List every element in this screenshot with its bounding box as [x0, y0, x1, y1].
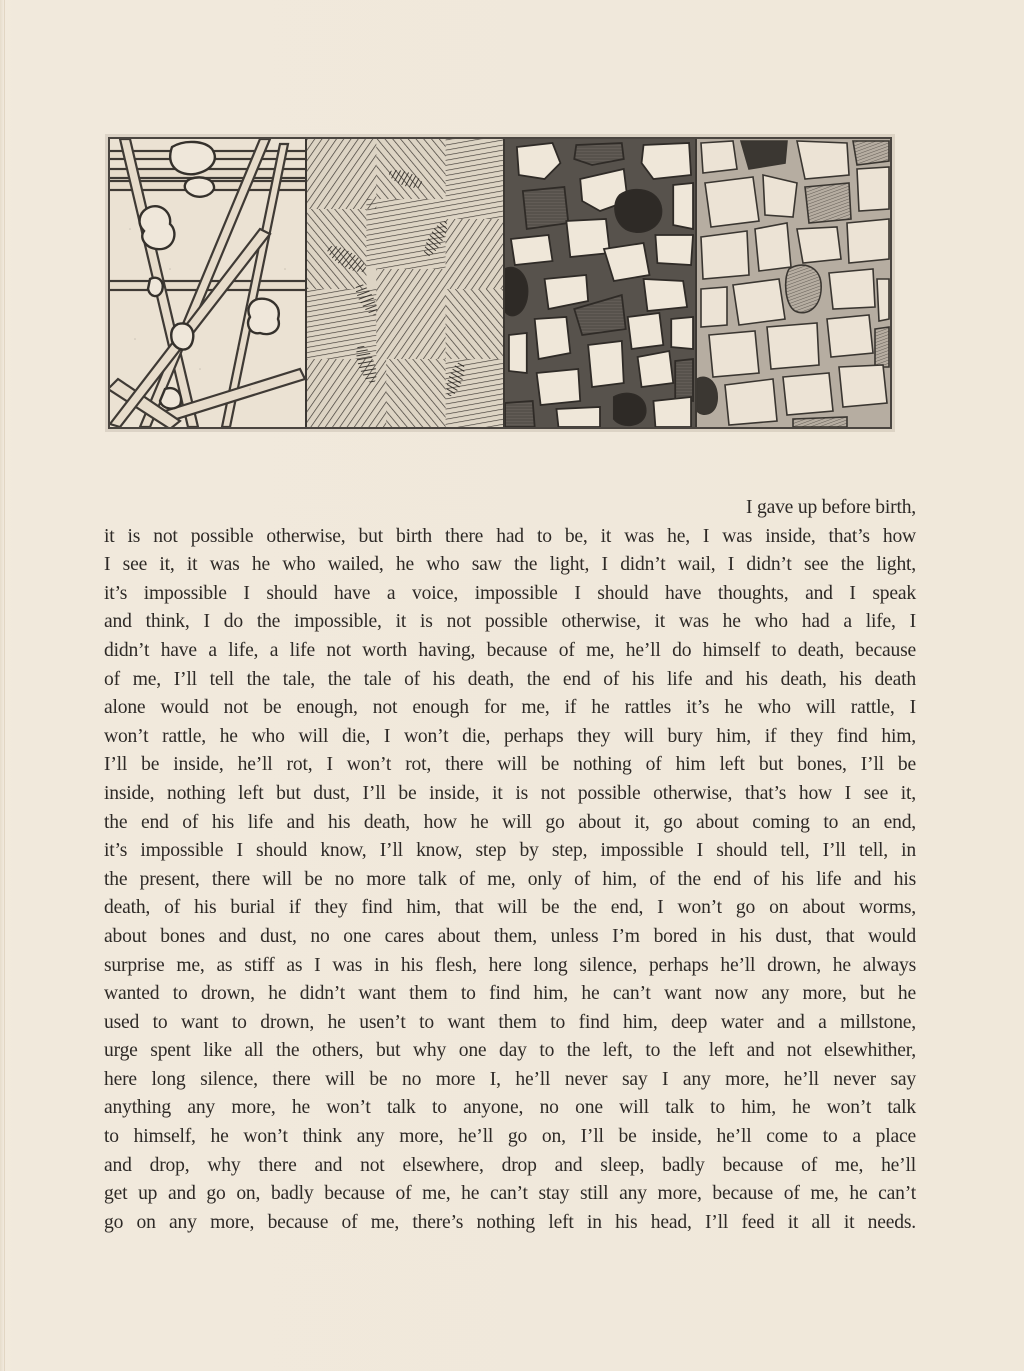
panel-sticks-and-rocks	[110, 139, 305, 427]
page-gutter	[4, 0, 5, 1371]
text-line: alone would not be enough, not enough for me, if he rattles it’s he who will rattle, I	[104, 697, 916, 719]
text-line: I’ll be inside, he’ll rot, I won’t rot, there will be nothing of him left but bones, I’ll be	[104, 754, 916, 776]
text-line: anything any more, he won’t talk to anyone, no one will talk to him, he won’t talk	[104, 1097, 916, 1119]
text-line: used to want to drown, he usen’t to want them to find him, deep water and a millstone,	[104, 1011, 916, 1033]
text-line: about bones and dust, no one cares about them, unless I’m bored in his dust, that would	[104, 925, 916, 947]
prose-passage	[104, 494, 916, 1237]
text-line: inside, nothing left but dust, I’ll be inside, it is not possible otherwise, that’s how I see it,	[104, 782, 916, 804]
text-line: surprise me, as stiff as I was in his flesh, here long silence, perhaps he’ll drown, he always	[104, 954, 916, 976]
text-line: didn’t have a life, a life not worth having, because of me, he’ll do himself to death, because	[104, 639, 916, 661]
text-line: I see it, it was he who wailed, he who saw the light, I didn’t wail, I didn’t see the light,	[104, 554, 916, 576]
text-line: it is not possible otherwise, but birth there had to be, it was he, I was inside, that’s how	[104, 525, 916, 547]
text-line: of me, I’ll tell the tale, the tale of his death, the end of his life and his death, his death	[104, 668, 916, 690]
text-line: and think, I do the impossible, it is not possible otherwise, it was he who had a life, I	[104, 611, 916, 633]
flagstones-light-drawing	[697, 139, 890, 427]
sticks-rocks-drawing	[110, 139, 305, 427]
text-line: won’t rattle, he who will die, I won’t die, perhaps they will bury him, if they find him,	[104, 725, 916, 747]
text-line: and drop, why there and not elsewhere, drop and sleep, badly because of me, he’ll	[104, 1154, 916, 1176]
text-line: to himself, he won’t think any more, he’ll go on, I’ll be inside, he’ll come to a place	[104, 1126, 916, 1148]
panel-flagstones-dark	[503, 139, 695, 427]
text-line: wanted to drown, he didn’t want them to find him, he can’t want now any more, but he	[104, 983, 916, 1005]
text-line: the end of his life and his death, how he will go about it, go about coming to an end,	[104, 811, 916, 833]
crosshatch-drawing	[307, 139, 503, 427]
panel-flagstones-light	[695, 139, 890, 427]
text-line: death, of his burial if they find him, that will be the end, I won’t go on about worms,	[104, 897, 916, 919]
etching-illustration	[108, 137, 892, 429]
flagstones-dark-drawing	[505, 139, 695, 427]
text-line: urge spent like all the others, but why one day to the left, to the left and not elsewhither,	[104, 1040, 916, 1062]
text-line: get up and go on, badly because of me, he can’t stay still any more, because of me, he can’t	[104, 1183, 916, 1205]
text-line: it’s impossible I should know, I’ll know, step by step, impossible I should tell, I’ll tell, in	[104, 840, 916, 862]
text-line: here long silence, there will be no more I, he’ll never say I any more, he’ll never say	[104, 1068, 916, 1090]
text-line-opening: I gave up before birth,	[745, 497, 916, 518]
text-line: it’s impossible I should have a voice, impossible I should have thoughts, and I speak	[104, 582, 916, 604]
text-line: the present, there will be no more talk of me, only of him, of the end of his life and his	[104, 868, 916, 890]
text-line-last: go on any more, because of me, there’s nothing left in his head, I’ll feed it all it needs.	[104, 1211, 916, 1233]
panel-crosshatch	[305, 139, 503, 427]
